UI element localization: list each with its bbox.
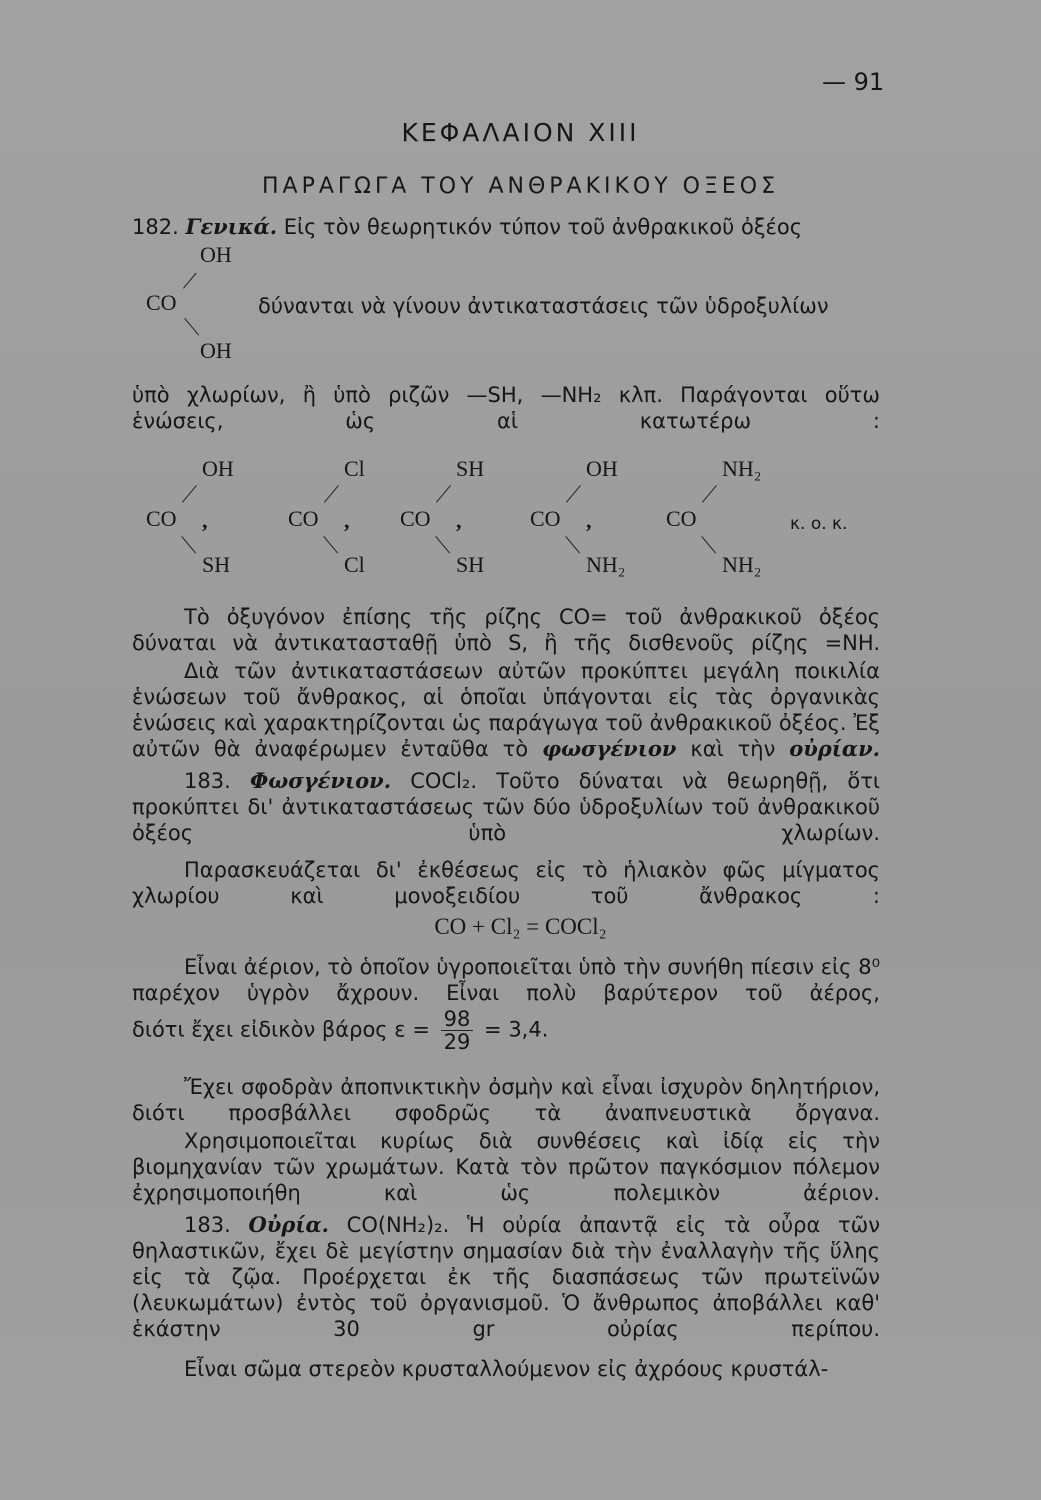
- chapter-title: ΚΕΦΑΛΑΙΟΝ XIII: [401, 118, 640, 147]
- compound-3-separator: ,: [456, 508, 462, 533]
- paragraph-toxicity: Ἔχει σφοδρὰν ἀποπνικτικὴν ὀσμὴν καὶ εἶναι ἰσχυρὸν δηλητήριον, διότι προσβάλλει σφοδρῶς τὰ ἀναπνευστικὰ ὄργανα.: [132, 1075, 880, 1125]
- formula-bond-bottom: [184, 318, 199, 335]
- compound-2-bond-bottom: [323, 536, 338, 553]
- section-183-phosgene: [132, 768, 880, 846]
- compound-4-bond-top: [566, 485, 581, 502]
- compound-4-bottom: NH₂: [586, 552, 626, 577]
- section-182-intro: [132, 214, 880, 240]
- compound-4-center: CO: [530, 506, 561, 531]
- paragraph-last: Εἶναι σῶμα στερεὸν κρυσταλλούμενον εἰς ἀχρόους κρυστάλ-: [184, 1357, 829, 1381]
- term-phosgene: φωσγένιον: [542, 736, 677, 761]
- formula-bond-top: [183, 273, 197, 289]
- compound-3-top: SH: [456, 456, 485, 481]
- paragraph-derivatives-and: καὶ τὴν: [690, 737, 776, 761]
- density-denominator: 29: [443, 1030, 471, 1054]
- paragraph-oxygen-substitution: Τὸ ὀξυγόνον ἐπίσης τῆς ρίζης CO= τοῦ ἀνθρακικοῦ ὀξέος δύναται νὰ ἀντικατασταθῇ ὑπὸ S, ἢ τῆς δισθενοῦς ρίζης =NH.: [132, 605, 880, 655]
- compound-2-bottom: Cl: [344, 552, 365, 577]
- section-183-text: COCl₂. Τοῦτο δύναται νὰ θεωρηθῇ, ὅτι προκύπτει δι' ἀντικαταστάσεως τῶν δύο ὑδροξυλίων τοῦ ἀνθρακικοῦ ὀξέος ὑπὸ χλωρίων.: [132, 769, 880, 845]
- formula-top: OH: [200, 242, 232, 267]
- compound-1-bond-bottom: [181, 536, 196, 553]
- compound-5-bond-top: [702, 485, 717, 502]
- formula-bottom: OH: [200, 338, 232, 363]
- compound-5-center: CO: [666, 506, 697, 531]
- paragraph-derivatives-text: Διὰ τῶν ἀντικαταστάσεων αὐτῶν προκύπτει μεγάλη ποικιλία ἑνώσεων τοῦ ἄνθρακος, αἱ ὁποῖαι ὑπάγονται εἰς τὰς ὀργανικὰς ἑνώσεις καὶ χαρακτηρίζονται ὡς παράγωγα τοῦ ἀνθρακικοῦ ὀξέος. Ἐξ αὐτῶν θὰ ἀναφέρωμεν ἐνταῦθα τὸ: [132, 659, 880, 761]
- formula-description: δύνανται νὰ γίνουν ἀντικαταστάσεις τῶν ὑδροξυλίων: [258, 294, 829, 318]
- etc-label: κ. ο. κ.: [790, 514, 848, 534]
- section-title: ΠΑΡΑΓΩΓΑ ΤΟΥ ΑΝΘΡΑΚΙΚΟΥ ΟΞΕΟΣ: [261, 174, 780, 199]
- compound-2-center: CO: [288, 506, 319, 531]
- compound-3-bottom: SH: [456, 552, 485, 577]
- density-fraction: [441, 1008, 474, 1053]
- section-urea-text: CO(NH₂)₂. Ἡ οὐρία ἀπαντᾷ εἰς τὰ οὖρα τῶν θηλαστικῶν, ἔχει δὲ μεγίστην σημασίαν διὰ τὴν ἐναλλαγὴν τῆς ὕλης εἰς τὰ ζῷα. Προέρχεται ἐκ τῆς διασπάσεως τῶν πρωτεϊνῶν (λευκωμάτων) ἐντὸς τοῦ ὀργανισμοῦ. Ὁ ἄνθρωπος ἀποβάλλει καθ' ἑκάστην 30 gr οὐρίας περίπου.: [132, 1213, 880, 1341]
- density-numerator: 98: [441, 1008, 474, 1031]
- section-urea: [132, 1212, 880, 1342]
- compound-2-separator: ,: [344, 508, 350, 533]
- equation-phosgene: CO + Cl₂ = COCl₂: [434, 914, 607, 939]
- formula-center: CO: [146, 290, 177, 315]
- density-line: [132, 1008, 880, 1053]
- compound-3-center: CO: [400, 506, 431, 531]
- section-182-number: 182.: [132, 215, 179, 239]
- paragraph-preparation: Παρασκευάζεται δι' ἐκθέσεως εἰς τὸ ἡλιακὸν φῶς μίγματος χλωρίου καὶ μονοξειδίου τοῦ ἄνθρακος :: [132, 858, 880, 908]
- compound-2-top: Cl: [344, 456, 365, 481]
- paragraph-radicals: ὑπὸ χλωρίων, ἢ ὑπὸ ριζῶν —SH, —NH₂ κλπ. Παράγονται οὕτω ἑνώσεις, ὡς αἱ κατωτέρω :: [132, 383, 880, 433]
- compound-3-bond-bottom: [435, 536, 450, 553]
- compound-2-bond-top: [324, 485, 339, 502]
- compound-1-top: OH: [202, 456, 234, 481]
- section-182-heading: Γενικά.: [185, 214, 278, 239]
- compound-5-bond-bottom: [701, 536, 716, 553]
- density-prefix: διότι ἔχει εἰδικὸν βάρος ε =: [132, 1017, 430, 1042]
- compound-3-bond-top: [436, 485, 451, 502]
- section-182-line1: Εἰς τὸν θεωρητικόν τύπον τοῦ ἀνθρακικοῦ ὀξέος: [283, 215, 803, 239]
- section-urea-heading: Οὐρία.: [248, 1212, 329, 1237]
- section-urea-number: 183.: [184, 1213, 231, 1237]
- paragraph-uses: Χρησιμοποιεῖται κυρίως διὰ συνθέσεις καὶ ἰδίᾳ εἰς τὴν βιομηχανίαν τῶν χρωμάτων. Κατὰ τὸν πρῶτον παγκόσμιον πόλεμον ἐχρησιμοποιήθη καὶ ὡς πολεμικὸν ἀέριον.: [132, 1129, 880, 1205]
- compound-1-center: CO: [146, 506, 177, 531]
- compound-1-separator: ,: [202, 508, 208, 533]
- page-number: — 91: [822, 68, 885, 96]
- compound-1-bottom: SH: [202, 552, 231, 577]
- paragraph-derivatives: [132, 658, 880, 762]
- term-urea: οὐρίαν.: [789, 736, 880, 761]
- compound-1-bond-top: [182, 485, 197, 502]
- density-result: = 3,4.: [484, 1017, 549, 1042]
- section-183-number: 183.: [184, 769, 231, 793]
- compound-5-bottom: NH₂: [722, 552, 762, 577]
- section-183-heading: Φωσγένιον.: [249, 768, 392, 793]
- compound-4-bond-bottom: [565, 536, 580, 553]
- compound-5-top: NH₂: [722, 456, 762, 481]
- compound-4-top: OH: [586, 456, 618, 481]
- compound-4-separator: ,: [586, 508, 592, 533]
- paragraph-gas-properties: Εἶναι ἀέριον, τὸ ὁποῖον ὑγροποιεῖται ὑπὸ τὴν συνήθη πίεσιν εἰς 8⁰ παρέχον ὑγρὸν ἄχρουν. Εἶναι πολὺ βαρύτερον τοῦ ἀέρος,: [132, 955, 880, 1005]
